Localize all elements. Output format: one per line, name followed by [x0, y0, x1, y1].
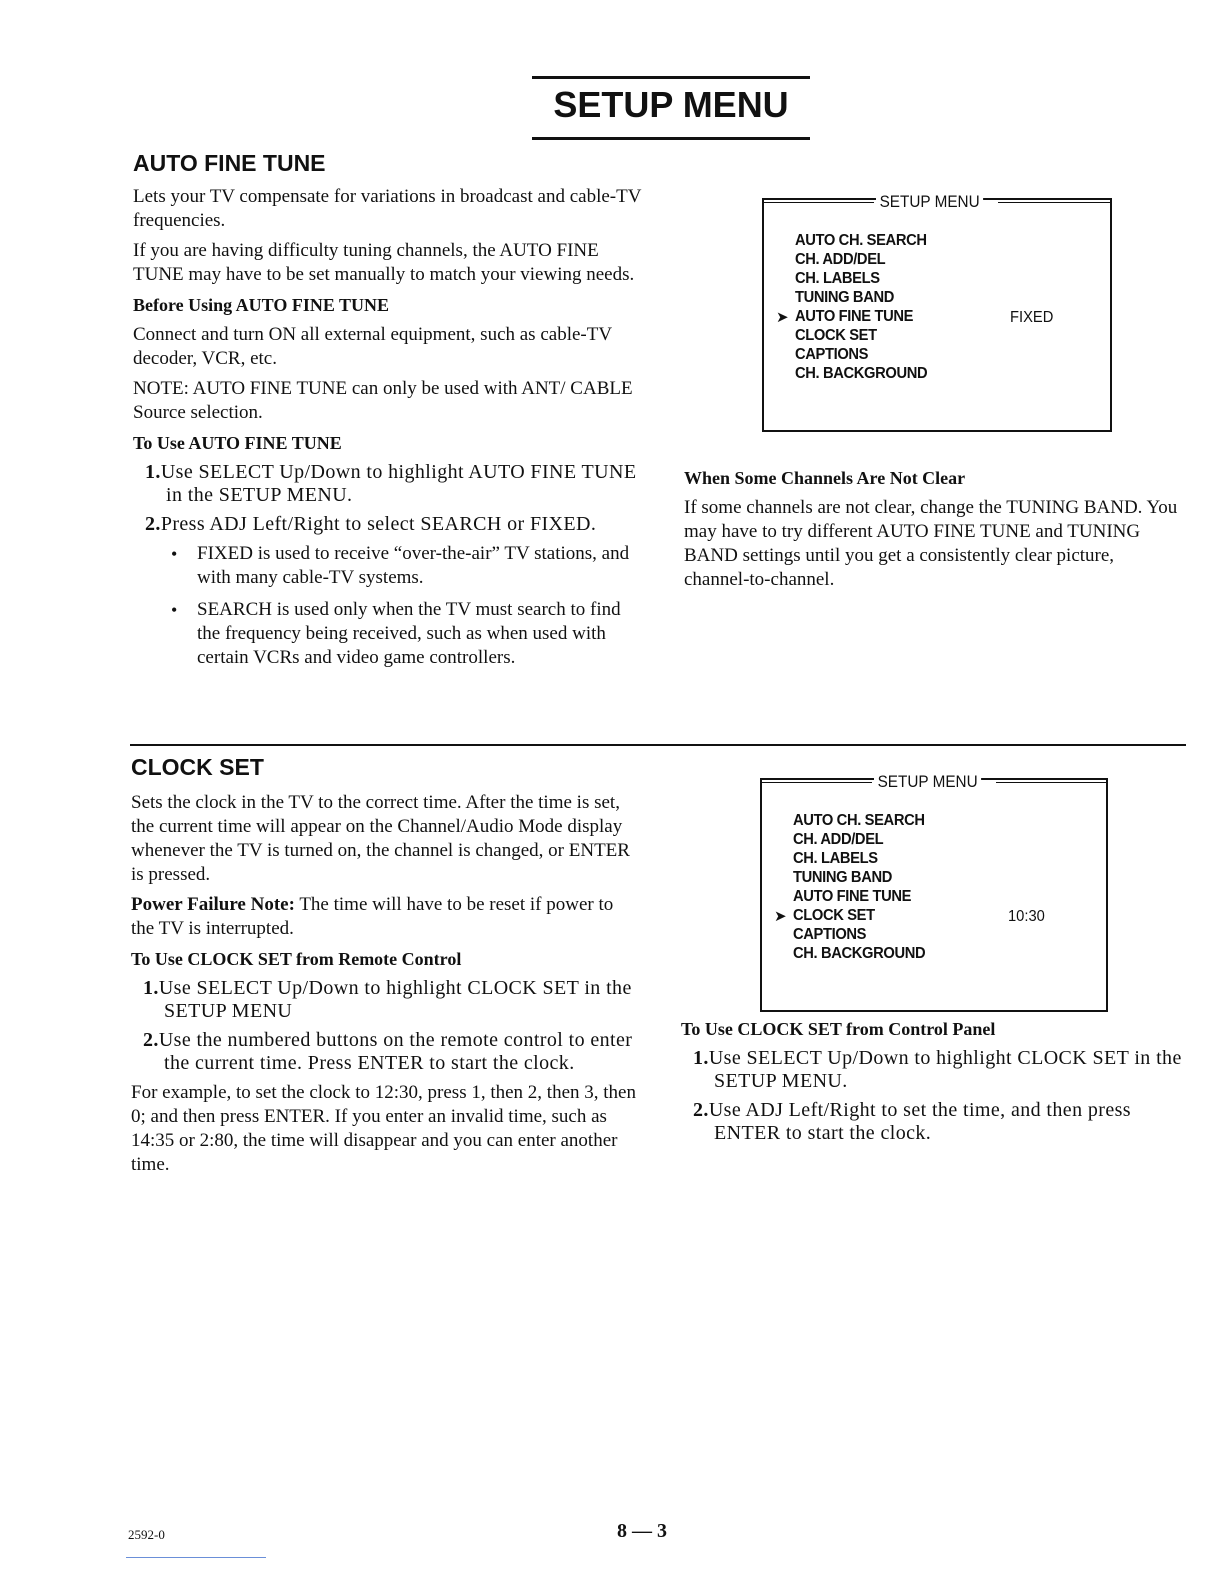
menu2-item-ch-background: CH. BACKGROUND: [793, 945, 926, 962]
aft-intro-1: Lets your TV compensate for variations in broadcast and cable-TV frequencies.: [133, 186, 642, 231]
clock-intro: Sets the clock in the TV to the correct time. After the time is set, the current time will appear on the Channel/Audio Mode display whenever the TV is turned on, the channel is changed, or ENTER is pressed.: [131, 792, 630, 885]
menu2-item-auto-ch-search: AUTO CH. SEARCH: [793, 812, 925, 829]
menu1-item-tuning-band: TUNING BAND: [795, 289, 894, 306]
menu1-item-ch-labels: CH. LABELS: [795, 270, 880, 287]
clock-set-section: [131, 754, 636, 1183]
menu2-item-ch-labels: CH. LABELS: [793, 850, 878, 867]
title-bottom-rule: [532, 137, 810, 140]
setup-menu-osd-1: [762, 192, 1112, 432]
aft-step-2: 2.Press ADJ Left/Right to select SEARCH or FIXED.: [145, 513, 597, 535]
auto-fine-tune-heading: AUTO FINE TUNE: [133, 150, 326, 176]
aft-bullet-search: • SEARCH is used only when the TV must search to find the frequency being received, such as when used with certain VCRs and video game controllers.: [133, 598, 643, 670]
menu1-item-ch-background: CH. BACKGROUND: [795, 365, 928, 382]
setup-menu-osd-2: [760, 772, 1108, 1012]
menu2-item-tuning-band: TUNING BAND: [793, 869, 892, 886]
auto-fine-tune-section: [133, 150, 643, 678]
clock-example: For example, to set the clock to 12:30, press 1, then 2, then 3, then 0; and then press ENTER. If you enter an invalid time, such as 14:35 or 2:80, the time will disappear and you can enter another time.: [131, 1082, 636, 1175]
menu1-item-auto-fine-tune: AUTO FINE TUNE: [795, 308, 914, 325]
menu1-selected-value: FIXED: [1010, 309, 1054, 326]
menu1-item-auto-ch-search: AUTO CH. SEARCH: [795, 232, 927, 249]
menu2-item-captions: CAPTIONS: [793, 926, 867, 943]
selection-arrow-icon: ➤: [776, 309, 789, 326]
menu1-item-clock-set: CLOCK SET: [795, 327, 877, 344]
aft-before-text: Connect and turn ON all external equipment, such as cable-TV decoder, VCR, etc.: [133, 324, 612, 369]
not-clear-text: If some channels are not clear, change the TUNING BAND. You may have to try different AUTO FINE TUNE and TUNING BAND settings until you get a consistently clear picture, channel-to-channel.: [684, 497, 1178, 590]
aft-intro-2: If you are having difficulty tuning channels, the AUTO FINE TUNE may have to be set manually to match your viewing needs.: [133, 240, 635, 285]
aft-note: NOTE: AUTO FINE TUNE can only be used with ANT/ CABLE Source selection.: [133, 378, 633, 423]
clock-set-heading: CLOCK SET: [131, 754, 264, 780]
clock-panel-section: [681, 1017, 1186, 1151]
page-title: SETUP MENU: [553, 84, 789, 125]
menu2-item-clock-set: CLOCK SET: [793, 907, 875, 924]
clock-power-note: Power Failure Note: The time will have to be reset if power to the TV is interrupted.: [131, 894, 614, 939]
selection-arrow-icon: ➤: [774, 908, 787, 925]
clock-remote-heading: To Use CLOCK SET from Remote Control: [131, 949, 462, 969]
menu2-selected-value: 10:30: [1008, 908, 1045, 925]
not-clear-section: [684, 466, 1184, 598]
menu2-title: SETUP MENU: [874, 772, 981, 792]
menu2-item-auto-fine-tune: AUTO FINE TUNE: [793, 888, 912, 905]
aft-to-use-heading: To Use AUTO FINE TUNE: [133, 433, 342, 453]
clock-remote-step-2: 2.Use the numbered buttons on the remote control to enter the current time. Press ENTER to start the clock.: [143, 1029, 633, 1074]
title-top-rule: [532, 76, 810, 79]
menu1-item-captions: CAPTIONS: [795, 346, 869, 363]
clock-panel-heading: To Use CLOCK SET from Control Panel: [681, 1019, 996, 1039]
section-divider: [130, 744, 1186, 746]
clock-panel-step-2: 2.Use ADJ Left/Right to set the time, and then press ENTER to start the clock.: [693, 1099, 1131, 1144]
clock-panel-step-1: 1.Use SELECT Up/Down to highlight CLOCK SET in the SETUP MENU.: [693, 1047, 1182, 1092]
aft-step-1: 1.Use SELECT Up/Down to highlight AUTO FINE TUNE in the SETUP MENU.: [145, 461, 637, 506]
doc-code: 2592-0: [128, 1527, 165, 1542]
not-clear-heading: When Some Channels Are Not Clear: [684, 468, 966, 488]
aft-before-heading: Before Using AUTO FINE TUNE: [133, 295, 390, 315]
menu2-item-ch-add-del: CH. ADD/DEL: [793, 831, 884, 848]
footer-rule: [126, 1557, 266, 1558]
menu1-title: SETUP MENU: [876, 192, 983, 212]
aft-bullet-fixed: • FIXED is used to receive “over-the-air” TV stations, and with many cable-TV systems.: [133, 542, 643, 590]
clock-remote-step-1: 1.Use SELECT Up/Down to highlight CLOCK SET in the SETUP MENU: [143, 977, 632, 1022]
menu1-item-ch-add-del: CH. ADD/DEL: [795, 251, 886, 268]
page-number: 8 — 3: [617, 1520, 667, 1542]
